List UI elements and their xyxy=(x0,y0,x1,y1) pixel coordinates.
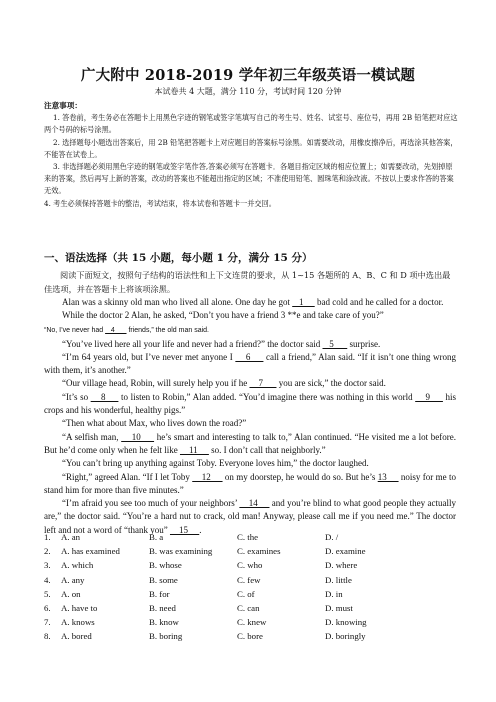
passage-text: on my doorstep, he would do so. But he’s xyxy=(222,471,378,482)
blank-7: 7 xyxy=(249,378,277,389)
note-item: 4. 考生必须保持答题卡的整洁，考试结束，将本试卷和答题卡一并交回。 xyxy=(44,198,276,208)
blank-9: 9 xyxy=(415,391,443,402)
question-number: 5. xyxy=(44,588,51,599)
passage-paragraph xyxy=(44,351,456,378)
option-d: D. where xyxy=(325,560,358,571)
page-title: 广大附中 2018-2019 学年初三年级英语一模试题 xyxy=(80,67,416,84)
answer-options xyxy=(44,530,458,644)
option-a: A. have to xyxy=(61,603,98,614)
passage-text: “You’ve lived here all your life and never had a friend?” the doctor said xyxy=(62,338,323,349)
note-item: 1. 答卷前，考生务必在答题卡上用黑色字迹的钢笔或签字笔填写自己的考生号、姓名、试室号、座位号，再用 2B 铅笔把对应这两个号码的标号涂黑。 xyxy=(44,113,458,135)
option-row xyxy=(44,558,458,572)
blank-4: 4 xyxy=(105,326,127,334)
blank-1: 1 xyxy=(292,297,315,307)
passage-text: “No, I’ve never had xyxy=(44,326,106,334)
passage-paragraph xyxy=(44,296,456,309)
blank-15: 15 xyxy=(169,524,200,535)
passage-text: bad cold and he called for a doctor. xyxy=(314,297,444,307)
option-b: B. know xyxy=(149,617,179,628)
section-intro: 阅读下面短文，按照句子结构的语法性和上下文连贯的要求，从 1~15 各题所的 A、B、C 和 D 项中选出最佳选项，并在答题卡上将该项涂黑。 xyxy=(44,270,451,294)
passage-text: “I’m 64 years old, but I’ve never met anyone I xyxy=(62,351,236,362)
passage-text: friends,” the old man said. xyxy=(126,326,209,334)
passage-text: “Our village head, Robin, will surely help you if he xyxy=(62,378,250,389)
passage-text: “Right,” agreed Alan. “If I let Toby xyxy=(62,471,193,482)
blank-6: 6 xyxy=(235,351,264,362)
option-c: C. who xyxy=(237,560,263,571)
passage-paragraph xyxy=(44,377,456,390)
option-d: D. examine xyxy=(325,546,366,557)
option-a: A. any xyxy=(61,574,85,585)
option-c: C. the xyxy=(237,532,259,543)
passage-text: so. I don’t call that neighborly.” xyxy=(208,444,326,455)
option-b: B. for xyxy=(149,588,170,599)
question-number: 1. xyxy=(44,532,51,543)
option-c: C. bore xyxy=(237,631,263,642)
passage-text: Alan was a skinny old man who lived all alone. One day he got xyxy=(62,297,293,307)
blank-10: 10 xyxy=(121,431,155,442)
passage-paragraph: “You can’t bring up anything against Toby. Everyone loves him,” the doctor laughed. xyxy=(62,458,369,469)
passage-text: his crops and his wonderful, healthy pigs.” xyxy=(44,391,457,416)
passage-text: he’s smart and interesting to talk to,” Alan continued. “He visited me a lot before. But he’d come only when he felt like xyxy=(44,431,456,455)
passage-paragraph: “Then what about Max, who lives down the road?” xyxy=(62,418,247,429)
passage-text: call a friend,” Alan said. “If it isn’t one thing wrong with them, it’s another.” xyxy=(44,351,456,376)
option-c: C. of xyxy=(237,588,255,599)
notes-heading: 注意事项： xyxy=(44,101,82,110)
option-row xyxy=(44,587,458,601)
passage-paragraph: While the doctor 2 Alan, he asked, “Don’t you have a friend 3 **e and take care of you?” xyxy=(62,310,384,321)
passage-text: “A selfish man, xyxy=(62,431,122,442)
option-d: D. in xyxy=(325,588,343,599)
option-c: C. can xyxy=(237,603,260,614)
option-row xyxy=(44,530,458,544)
passage-paragraph xyxy=(44,391,456,418)
question-number: 8. xyxy=(44,631,51,642)
option-b: B. boring xyxy=(149,631,183,642)
option-row xyxy=(44,544,458,558)
option-d: D. boringly xyxy=(325,631,366,642)
option-c: C. examines xyxy=(237,546,281,557)
option-b: B. need xyxy=(149,603,176,614)
option-b: B. some xyxy=(149,574,178,585)
blank-5: 5 xyxy=(322,338,348,349)
page-subtitle: 本试卷共 4 大题，满分 110 分，考试时间 120 分钟 xyxy=(154,87,342,96)
option-a: A. which xyxy=(61,560,94,571)
option-c: C. few xyxy=(237,574,261,585)
question-number: 4. xyxy=(44,574,51,585)
passage-text: noisy for me to stand him for more than five minutes.” xyxy=(44,471,457,495)
note-item: 2. 选择题每小题选出答案后，用 2B 铅笔把答题卡上对应题目的答案标号涂黑。如需要改动，用橡皮擦净后，再选涂其他答案，不能答在试卷上。 xyxy=(44,137,458,159)
section-heading: 一、语法选择（共 15 小题，每小题 1 分，满分 15 分） xyxy=(44,252,313,264)
passage-text: you are sick,” the doctor said. xyxy=(276,378,386,389)
blank-11: 11 xyxy=(179,444,209,455)
question-number: 2. xyxy=(44,546,51,557)
option-b: B. was examining xyxy=(149,546,213,557)
option-d: D. little xyxy=(325,574,352,585)
passage-text: “I’m afraid you see too much of your neighbors’ xyxy=(62,498,240,509)
passage-paragraph xyxy=(44,338,456,351)
passage-text: surprise. xyxy=(347,338,381,349)
passage-text: “It’s so xyxy=(62,391,91,402)
passage-text: to listen to Robin,” Alan added. “You’d imagine there was nothing in this world xyxy=(118,391,416,402)
notes-block xyxy=(44,100,458,210)
option-d: D. must xyxy=(325,603,353,614)
option-row xyxy=(44,573,458,587)
option-b: B. a xyxy=(149,532,164,543)
option-a: A. an xyxy=(61,532,81,543)
option-d: D. knowing xyxy=(325,617,367,628)
blank-14: 14 xyxy=(239,498,270,509)
option-d: D. / xyxy=(325,532,339,543)
passage-text: . xyxy=(199,524,202,535)
option-a: A. has examined xyxy=(61,546,120,557)
passage-text: and you’re blind to what good people they actually are,” the doctor said. “You’re a hard nut to crack, old man! Anyway, please call me if you need me.” The doctor left and not a word of “thank you” xyxy=(44,498,457,535)
passage-paragraph xyxy=(44,431,456,458)
reading-passage xyxy=(44,296,456,537)
question-number: 6. xyxy=(44,603,51,614)
passage-paragraph xyxy=(44,471,456,498)
blank-8: 8 xyxy=(90,391,119,402)
option-a: A. bored xyxy=(61,631,92,642)
blank-13: 13 xyxy=(377,471,399,482)
option-row xyxy=(44,601,458,615)
blank-12: 12 xyxy=(192,471,223,482)
question-number: 7. xyxy=(44,617,51,628)
option-a: A. on xyxy=(61,588,81,599)
passage-paragraph xyxy=(44,323,456,338)
option-c: C. knew xyxy=(237,617,267,628)
option-row xyxy=(44,629,458,643)
question-number: 3. xyxy=(44,560,51,571)
note-item: 3. 非选择题必须用黑色字迹的钢笔或签字笔作答,答案必须写在答题卡．各题目指定区域的相应位置上；如需要改动，先划掉原来的答案，然后再写上新的答案，改动的答案也不能超出指定的区域；不准使用铅笔、圆珠笔和涂改液。不按以上要求作答的答案无效。 xyxy=(44,162,454,196)
option-row xyxy=(44,615,458,629)
option-b: B. whose xyxy=(149,560,182,571)
option-a: A. knows xyxy=(61,617,95,628)
